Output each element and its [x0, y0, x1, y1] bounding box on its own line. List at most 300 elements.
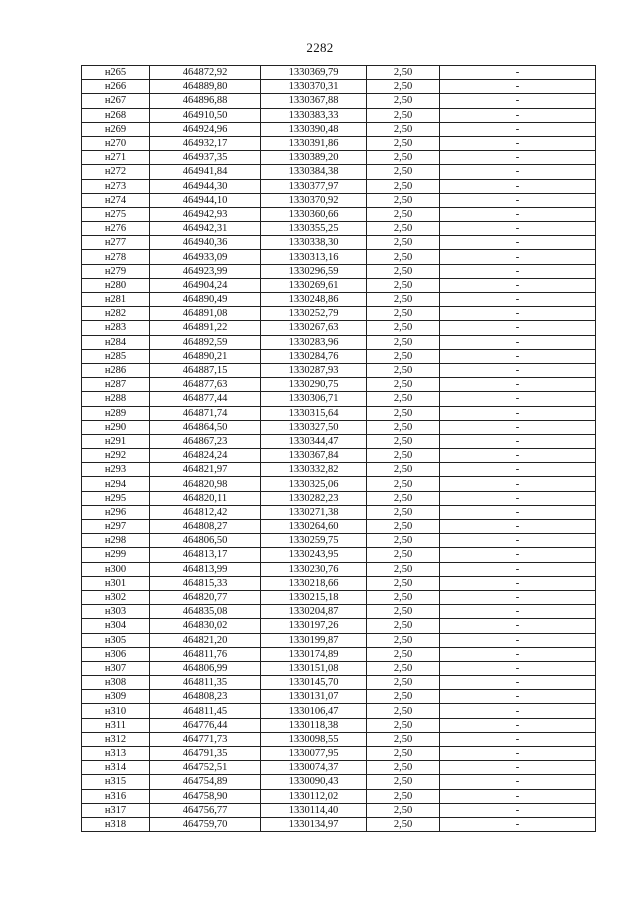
point-id-cell: н281	[82, 293, 150, 307]
table-row	[82, 307, 596, 321]
x-coordinate-cell: 464752,51	[150, 761, 261, 775]
method-cell: -	[440, 349, 596, 363]
method-cell: -	[440, 108, 596, 122]
y-coordinate-cell: 1330344,47	[261, 434, 367, 448]
table-row	[82, 520, 596, 534]
y-coordinate-cell: 1330145,70	[261, 676, 367, 690]
accuracy-cell: 2,50	[367, 690, 440, 704]
point-id-cell: н290	[82, 420, 150, 434]
accuracy-cell: 2,50	[367, 94, 440, 108]
method-cell: -	[440, 463, 596, 477]
accuracy-cell: 2,50	[367, 222, 440, 236]
y-coordinate-cell: 1330134,97	[261, 817, 367, 831]
table-row	[82, 335, 596, 349]
table-row	[82, 463, 596, 477]
x-coordinate-cell: 464871,74	[150, 406, 261, 420]
table-row	[82, 718, 596, 732]
accuracy-cell: 2,50	[367, 534, 440, 548]
x-coordinate-cell: 464811,76	[150, 647, 261, 661]
x-coordinate-cell: 464944,10	[150, 193, 261, 207]
method-cell: -	[440, 732, 596, 746]
method-cell: -	[440, 406, 596, 420]
x-coordinate-cell: 464889,80	[150, 80, 261, 94]
accuracy-cell: 2,50	[367, 803, 440, 817]
method-cell: -	[440, 562, 596, 576]
accuracy-cell: 2,50	[367, 392, 440, 406]
accuracy-cell: 2,50	[367, 633, 440, 647]
x-coordinate-cell: 464754,89	[150, 775, 261, 789]
point-id-cell: н269	[82, 122, 150, 136]
point-id-cell: н276	[82, 222, 150, 236]
table-row	[82, 278, 596, 292]
accuracy-cell: 2,50	[367, 449, 440, 463]
y-coordinate-cell: 1330287,93	[261, 363, 367, 377]
accuracy-cell: 2,50	[367, 307, 440, 321]
accuracy-cell: 2,50	[367, 619, 440, 633]
point-id-cell: н293	[82, 463, 150, 477]
x-coordinate-cell: 464811,35	[150, 676, 261, 690]
method-cell: -	[440, 761, 596, 775]
table-row	[82, 789, 596, 803]
accuracy-cell: 2,50	[367, 505, 440, 519]
table-row	[82, 449, 596, 463]
point-id-cell: н296	[82, 505, 150, 519]
x-coordinate-cell: 464756,77	[150, 803, 261, 817]
accuracy-cell: 2,50	[367, 207, 440, 221]
method-cell: -	[440, 647, 596, 661]
y-coordinate-cell: 1330338,30	[261, 236, 367, 250]
table-row	[82, 378, 596, 392]
point-id-cell: н311	[82, 718, 150, 732]
x-coordinate-cell: 464904,24	[150, 278, 261, 292]
y-coordinate-cell: 1330332,82	[261, 463, 367, 477]
y-coordinate-cell: 1330264,60	[261, 520, 367, 534]
point-id-cell: н315	[82, 775, 150, 789]
y-coordinate-cell: 1330098,55	[261, 732, 367, 746]
accuracy-cell: 2,50	[367, 236, 440, 250]
accuracy-cell: 2,50	[367, 66, 440, 80]
method-cell: -	[440, 392, 596, 406]
point-id-cell: н267	[82, 94, 150, 108]
point-id-cell: н284	[82, 335, 150, 349]
accuracy-cell: 2,50	[367, 420, 440, 434]
method-cell: -	[440, 718, 596, 732]
y-coordinate-cell: 1330369,79	[261, 66, 367, 80]
accuracy-cell: 2,50	[367, 747, 440, 761]
x-coordinate-cell: 464940,36	[150, 236, 261, 250]
x-coordinate-cell: 464891,22	[150, 321, 261, 335]
table-row	[82, 534, 596, 548]
method-cell: -	[440, 789, 596, 803]
method-cell: -	[440, 136, 596, 150]
point-id-cell: н283	[82, 321, 150, 335]
point-id-cell: н288	[82, 392, 150, 406]
accuracy-cell: 2,50	[367, 732, 440, 746]
method-cell: -	[440, 434, 596, 448]
method-cell: -	[440, 222, 596, 236]
accuracy-cell: 2,50	[367, 108, 440, 122]
x-coordinate-cell: 464941,84	[150, 165, 261, 179]
point-id-cell: н271	[82, 151, 150, 165]
y-coordinate-cell: 1330243,95	[261, 548, 367, 562]
y-coordinate-cell: 1330112,02	[261, 789, 367, 803]
x-coordinate-cell: 464821,97	[150, 463, 261, 477]
point-id-cell: н314	[82, 761, 150, 775]
point-id-cell: н268	[82, 108, 150, 122]
y-coordinate-cell: 1330204,87	[261, 605, 367, 619]
x-coordinate-cell: 464867,23	[150, 434, 261, 448]
table-row	[82, 420, 596, 434]
x-coordinate-cell: 464806,99	[150, 661, 261, 675]
accuracy-cell: 2,50	[367, 491, 440, 505]
x-coordinate-cell: 464811,45	[150, 704, 261, 718]
x-coordinate-cell: 464830,02	[150, 619, 261, 633]
x-coordinate-cell: 464759,70	[150, 817, 261, 831]
table-row	[82, 236, 596, 250]
table-row	[82, 108, 596, 122]
method-cell: -	[440, 491, 596, 505]
accuracy-cell: 2,50	[367, 165, 440, 179]
y-coordinate-cell: 1330367,88	[261, 94, 367, 108]
table-row	[82, 590, 596, 604]
table-row	[82, 619, 596, 633]
point-id-cell: н274	[82, 193, 150, 207]
accuracy-cell: 2,50	[367, 576, 440, 590]
table-row	[82, 548, 596, 562]
accuracy-cell: 2,50	[367, 363, 440, 377]
table-row	[82, 732, 596, 746]
y-coordinate-cell: 1330370,92	[261, 193, 367, 207]
accuracy-cell: 2,50	[367, 548, 440, 562]
y-coordinate-cell: 1330327,50	[261, 420, 367, 434]
y-coordinate-cell: 1330077,95	[261, 747, 367, 761]
table-row	[82, 222, 596, 236]
point-id-cell: н285	[82, 349, 150, 363]
method-cell: -	[440, 193, 596, 207]
method-cell: -	[440, 66, 596, 80]
y-coordinate-cell: 1330377,97	[261, 179, 367, 193]
y-coordinate-cell: 1330131,07	[261, 690, 367, 704]
x-coordinate-cell: 464891,08	[150, 307, 261, 321]
table-row	[82, 761, 596, 775]
accuracy-cell: 2,50	[367, 761, 440, 775]
y-coordinate-cell: 1330074,37	[261, 761, 367, 775]
y-coordinate-cell: 1330248,86	[261, 293, 367, 307]
y-coordinate-cell: 1330090,43	[261, 775, 367, 789]
accuracy-cell: 2,50	[367, 179, 440, 193]
method-cell: -	[440, 633, 596, 647]
method-cell: -	[440, 179, 596, 193]
point-id-cell: н309	[82, 690, 150, 704]
y-coordinate-cell: 1330218,66	[261, 576, 367, 590]
table-row	[82, 775, 596, 789]
accuracy-cell: 2,50	[367, 520, 440, 534]
point-id-cell: н289	[82, 406, 150, 420]
point-id-cell: н265	[82, 66, 150, 80]
point-id-cell: н275	[82, 207, 150, 221]
coordinates-table-body	[82, 66, 596, 832]
accuracy-cell: 2,50	[367, 349, 440, 363]
x-coordinate-cell: 464812,42	[150, 505, 261, 519]
point-id-cell: н300	[82, 562, 150, 576]
method-cell: -	[440, 690, 596, 704]
point-id-cell: н310	[82, 704, 150, 718]
method-cell: -	[440, 661, 596, 675]
table-row	[82, 321, 596, 335]
table-row	[82, 605, 596, 619]
y-coordinate-cell: 1330290,75	[261, 378, 367, 392]
y-coordinate-cell: 1330151,08	[261, 661, 367, 675]
accuracy-cell: 2,50	[367, 434, 440, 448]
x-coordinate-cell: 464937,35	[150, 151, 261, 165]
point-id-cell: н280	[82, 278, 150, 292]
x-coordinate-cell: 464887,15	[150, 363, 261, 377]
x-coordinate-cell: 464910,50	[150, 108, 261, 122]
method-cell: -	[440, 704, 596, 718]
accuracy-cell: 2,50	[367, 775, 440, 789]
table-row	[82, 647, 596, 661]
x-coordinate-cell: 464864,50	[150, 420, 261, 434]
accuracy-cell: 2,50	[367, 293, 440, 307]
x-coordinate-cell: 464813,99	[150, 562, 261, 576]
y-coordinate-cell: 1330391,86	[261, 136, 367, 150]
method-cell: -	[440, 80, 596, 94]
x-coordinate-cell: 464877,63	[150, 378, 261, 392]
y-coordinate-cell: 1330118,38	[261, 718, 367, 732]
x-coordinate-cell: 464942,93	[150, 207, 261, 221]
point-id-cell: н299	[82, 548, 150, 562]
y-coordinate-cell: 1330355,25	[261, 222, 367, 236]
table-row	[82, 250, 596, 264]
point-id-cell: н297	[82, 520, 150, 534]
accuracy-cell: 2,50	[367, 817, 440, 831]
accuracy-cell: 2,50	[367, 264, 440, 278]
x-coordinate-cell: 464877,44	[150, 392, 261, 406]
y-coordinate-cell: 1330315,64	[261, 406, 367, 420]
accuracy-cell: 2,50	[367, 80, 440, 94]
point-id-cell: н295	[82, 491, 150, 505]
y-coordinate-cell: 1330106,47	[261, 704, 367, 718]
point-id-cell: н278	[82, 250, 150, 264]
x-coordinate-cell: 464791,35	[150, 747, 261, 761]
y-coordinate-cell: 1330306,71	[261, 392, 367, 406]
table-row	[82, 817, 596, 831]
table-row	[82, 406, 596, 420]
point-id-cell: н305	[82, 633, 150, 647]
accuracy-cell: 2,50	[367, 676, 440, 690]
table-row	[82, 434, 596, 448]
y-coordinate-cell: 1330296,59	[261, 264, 367, 278]
table-row	[82, 690, 596, 704]
x-coordinate-cell: 464890,21	[150, 349, 261, 363]
point-id-cell: н304	[82, 619, 150, 633]
accuracy-cell: 2,50	[367, 122, 440, 136]
y-coordinate-cell: 1330230,76	[261, 562, 367, 576]
table-row	[82, 136, 596, 150]
method-cell: -	[440, 534, 596, 548]
point-id-cell: н316	[82, 789, 150, 803]
method-cell: -	[440, 94, 596, 108]
point-id-cell: н302	[82, 590, 150, 604]
method-cell: -	[440, 420, 596, 434]
x-coordinate-cell: 464932,17	[150, 136, 261, 150]
accuracy-cell: 2,50	[367, 151, 440, 165]
method-cell: -	[440, 293, 596, 307]
x-coordinate-cell: 464872,92	[150, 66, 261, 80]
y-coordinate-cell: 1330360,66	[261, 207, 367, 221]
point-id-cell: н318	[82, 817, 150, 831]
point-id-cell: н312	[82, 732, 150, 746]
accuracy-cell: 2,50	[367, 136, 440, 150]
y-coordinate-cell: 1330267,63	[261, 321, 367, 335]
method-cell: -	[440, 505, 596, 519]
table-row	[82, 122, 596, 136]
y-coordinate-cell: 1330284,76	[261, 349, 367, 363]
point-id-cell: н294	[82, 477, 150, 491]
point-id-cell: н273	[82, 179, 150, 193]
x-coordinate-cell: 464808,23	[150, 690, 261, 704]
point-id-cell: н266	[82, 80, 150, 94]
method-cell: -	[440, 520, 596, 534]
page-number: 2282	[306, 40, 334, 55]
y-coordinate-cell: 1330271,38	[261, 505, 367, 519]
y-coordinate-cell: 1330313,16	[261, 250, 367, 264]
x-coordinate-cell: 464771,73	[150, 732, 261, 746]
coordinates-table	[81, 65, 596, 832]
table-row	[82, 633, 596, 647]
x-coordinate-cell: 464933,09	[150, 250, 261, 264]
point-id-cell: н287	[82, 378, 150, 392]
method-cell: -	[440, 449, 596, 463]
method-cell: -	[440, 548, 596, 562]
method-cell: -	[440, 335, 596, 349]
method-cell: -	[440, 151, 596, 165]
x-coordinate-cell: 464820,98	[150, 477, 261, 491]
table-row	[82, 179, 596, 193]
y-coordinate-cell: 1330390,48	[261, 122, 367, 136]
y-coordinate-cell: 1330199,87	[261, 633, 367, 647]
method-cell: -	[440, 321, 596, 335]
method-cell: -	[440, 250, 596, 264]
method-cell: -	[440, 122, 596, 136]
method-cell: -	[440, 307, 596, 321]
table-row	[82, 477, 596, 491]
table-row	[82, 661, 596, 675]
y-coordinate-cell: 1330383,33	[261, 108, 367, 122]
point-id-cell: н306	[82, 647, 150, 661]
point-id-cell: н282	[82, 307, 150, 321]
table-row	[82, 193, 596, 207]
accuracy-cell: 2,50	[367, 789, 440, 803]
table-row	[82, 293, 596, 307]
y-coordinate-cell: 1330389,20	[261, 151, 367, 165]
method-cell: -	[440, 236, 596, 250]
table-row	[82, 349, 596, 363]
point-id-cell: н298	[82, 534, 150, 548]
method-cell: -	[440, 264, 596, 278]
point-id-cell: н301	[82, 576, 150, 590]
x-coordinate-cell: 464815,33	[150, 576, 261, 590]
point-id-cell: н307	[82, 661, 150, 675]
table-row	[82, 165, 596, 179]
x-coordinate-cell: 464824,24	[150, 449, 261, 463]
x-coordinate-cell: 464758,90	[150, 789, 261, 803]
table-row	[82, 704, 596, 718]
x-coordinate-cell: 464808,27	[150, 520, 261, 534]
table-row	[82, 94, 596, 108]
accuracy-cell: 2,50	[367, 335, 440, 349]
point-id-cell: н272	[82, 165, 150, 179]
x-coordinate-cell: 464821,20	[150, 633, 261, 647]
accuracy-cell: 2,50	[367, 590, 440, 604]
y-coordinate-cell: 1330215,18	[261, 590, 367, 604]
accuracy-cell: 2,50	[367, 661, 440, 675]
table-row	[82, 392, 596, 406]
x-coordinate-cell: 464924,96	[150, 122, 261, 136]
y-coordinate-cell: 1330269,61	[261, 278, 367, 292]
method-cell: -	[440, 817, 596, 831]
method-cell: -	[440, 363, 596, 377]
method-cell: -	[440, 775, 596, 789]
table-row	[82, 505, 596, 519]
x-coordinate-cell: 464776,44	[150, 718, 261, 732]
table-row	[82, 207, 596, 221]
method-cell: -	[440, 747, 596, 761]
y-coordinate-cell: 1330282,23	[261, 491, 367, 505]
accuracy-cell: 2,50	[367, 477, 440, 491]
y-coordinate-cell: 1330252,79	[261, 307, 367, 321]
y-coordinate-cell: 1330197,26	[261, 619, 367, 633]
accuracy-cell: 2,50	[367, 321, 440, 335]
table-row	[82, 491, 596, 505]
x-coordinate-cell: 464820,11	[150, 491, 261, 505]
y-coordinate-cell: 1330367,84	[261, 449, 367, 463]
accuracy-cell: 2,50	[367, 647, 440, 661]
table-row	[82, 676, 596, 690]
x-coordinate-cell: 464942,31	[150, 222, 261, 236]
point-id-cell: н277	[82, 236, 150, 250]
method-cell: -	[440, 576, 596, 590]
y-coordinate-cell: 1330384,38	[261, 165, 367, 179]
table-row	[82, 363, 596, 377]
x-coordinate-cell: 464835,08	[150, 605, 261, 619]
y-coordinate-cell: 1330174,89	[261, 647, 367, 661]
accuracy-cell: 2,50	[367, 718, 440, 732]
accuracy-cell: 2,50	[367, 193, 440, 207]
method-cell: -	[440, 676, 596, 690]
table-row	[82, 562, 596, 576]
accuracy-cell: 2,50	[367, 463, 440, 477]
accuracy-cell: 2,50	[367, 250, 440, 264]
point-id-cell: н292	[82, 449, 150, 463]
method-cell: -	[440, 477, 596, 491]
x-coordinate-cell: 464820,77	[150, 590, 261, 604]
y-coordinate-cell: 1330114,40	[261, 803, 367, 817]
y-coordinate-cell: 1330283,96	[261, 335, 367, 349]
point-id-cell: н308	[82, 676, 150, 690]
point-id-cell: н317	[82, 803, 150, 817]
method-cell: -	[440, 165, 596, 179]
y-coordinate-cell: 1330325,06	[261, 477, 367, 491]
table-row	[82, 151, 596, 165]
x-coordinate-cell: 464944,30	[150, 179, 261, 193]
table-row	[82, 66, 596, 80]
method-cell: -	[440, 605, 596, 619]
x-coordinate-cell: 464890,49	[150, 293, 261, 307]
point-id-cell: н286	[82, 363, 150, 377]
x-coordinate-cell: 464813,17	[150, 548, 261, 562]
y-coordinate-cell: 1330370,31	[261, 80, 367, 94]
